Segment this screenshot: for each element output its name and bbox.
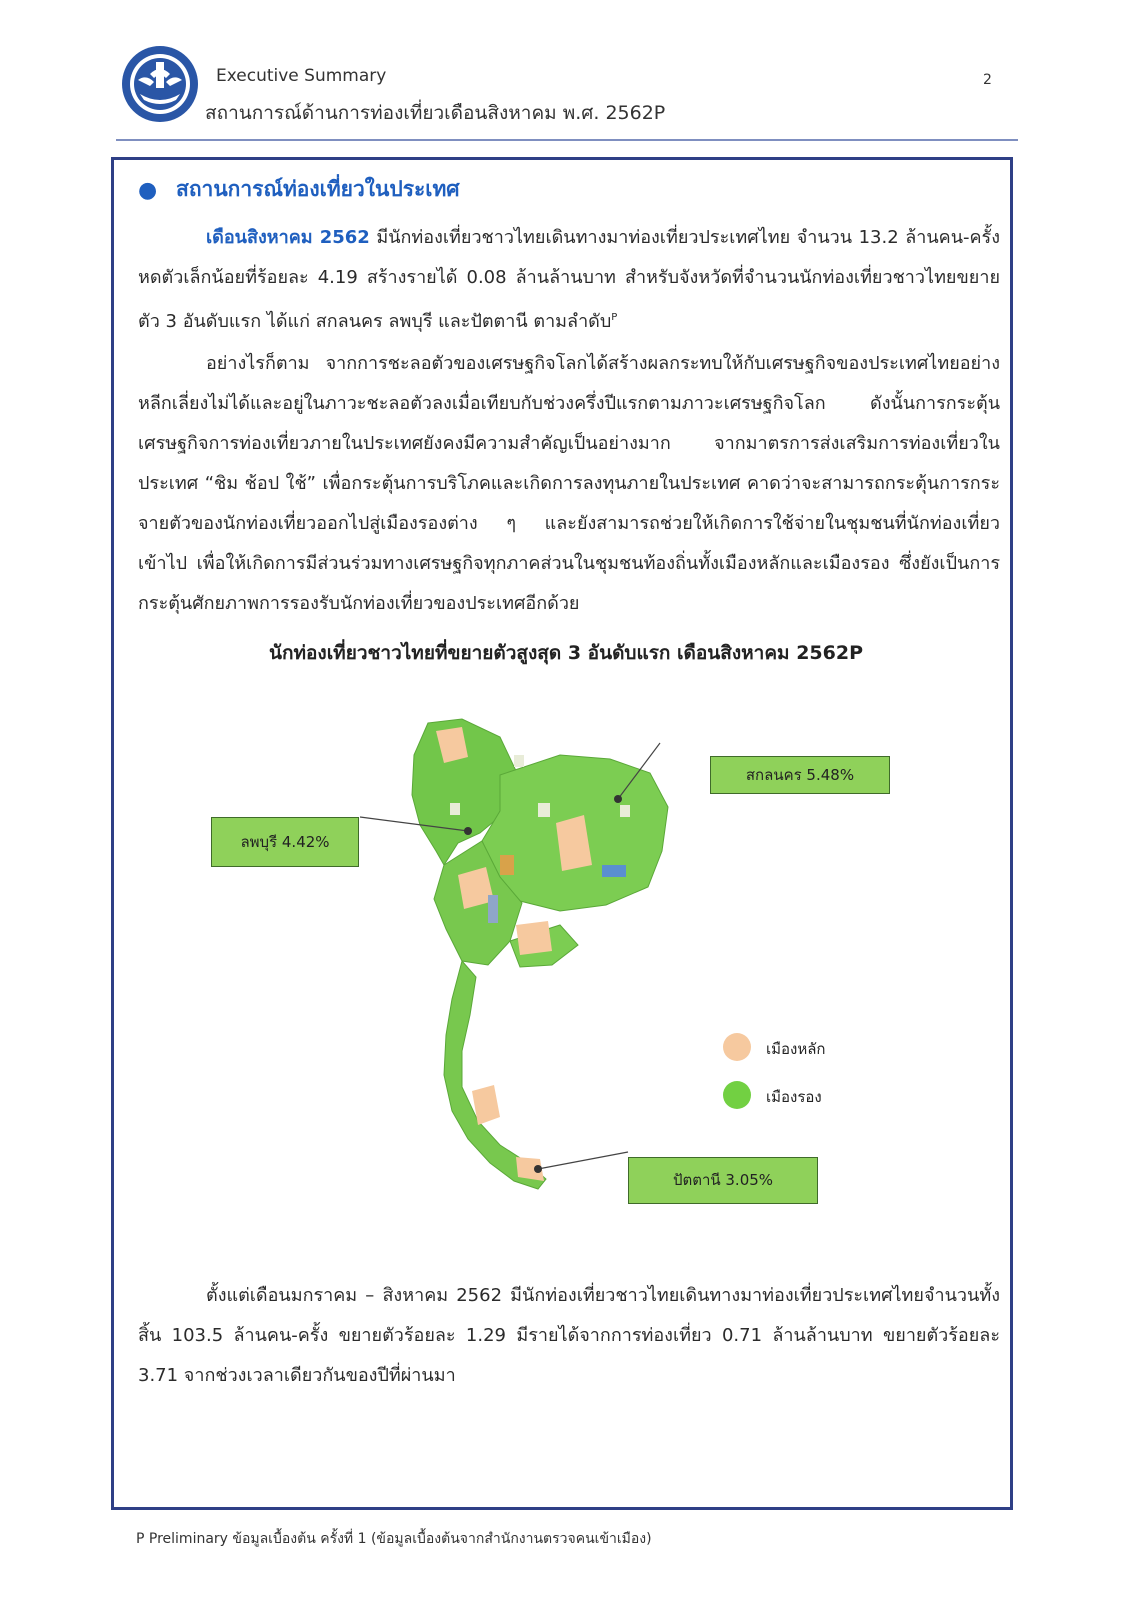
landmark-icon [620,805,630,817]
leader-line-pattani [538,1152,628,1169]
paragraph-3 [138,1276,1000,1396]
callout-sakon: สกลนคร 5.48% [710,756,890,794]
legend-secondary-city-dot [723,1081,751,1109]
paragraph-1-sup: P [611,312,618,323]
paragraph-1-text: มีนักท่องเที่ยวชาวไทยเดินทางมาท่องเที่ยวประเทศไทย จำนวน 13.2 ล้านคน-ครั้ง หดตัวเล็กน้อยที่ร้อยละ 4.19 สร้างรายได้ 0.08 ล้านล้านบาท สำหรับจังหวัดที่จำนวนนักท่องเที่ยวชาวไทยขยายตัว 3 อันดับแรก ได้แก่ สกลนคร ลพบุรี และปัตตานี ตามลำดับ [138,227,1001,332]
legend-main-city-dot [723,1033,751,1061]
landmark-icon [602,865,626,877]
marker-lopburi [464,827,472,835]
section-heading: สถานการณ์ท่องเที่ยวในประเทศ [176,177,460,201]
paragraph-1 [138,218,1000,342]
landmark-icon [538,803,550,817]
landmark-icon [514,755,524,767]
paragraph-3-text: ตั้งแต่เดือนมกราคม – สิงหาคม 2562 มีนักท่องเที่ยวชาวไทยเดินทางมาท่องเที่ยวประเทศไทยจำนวนทั้งสิ้น 103.5 ล้านคน-ครั้ง ขยายตัวร้อยละ 1.29 มีรายได้จากการท่องเที่ยว 0.71 ล้านล้านบาท ขยายตัวร้อยละ 3.71 จากช่วงเวลาเดียวกันของปีที่ผ่านมา [138,1285,1000,1386]
header-subtitle: Executive Summary [216,66,387,86]
paragraph-2-text: อย่างไรก็ตาม จากการชะลอตัวของเศรษฐกิจโลกได้สร้างผลกระทบให้กับเศรษฐกิจของประเทศไทยอย่างหลีกเลี่ยงไม่ได้และอยู่ในภาวะชะลอตัวลงเมื่อเทียบกับช่วงครึ่งปีแรกตามภาวะเศรษฐกิจโลก ดังนั้นการกระตุ้นเศรษฐกิจการท่องเที่ยวภายในประเทศยังคงมีความสำคัญเป็นอย่างมาก จากมาตรการส่งเสริมการท่องเที่ยวในประเทศ “ชิม ช้อป ใช้” เพื่อกระตุ้นการบริโภคและเกิดการลงทุนภายในประเทศ คาดว่าจะสามารถกระตุ้นการกระจายตัวของนักท่องเที่ยวออกไปสู่เมืองรองต่าง ๆ และยังสามารถช่วยให้เกิดการใช้จ่ายในชุมชนที่นักท่องเที่ยวเข้าไป เพื่อให้เกิดการมีส่วนร่วมทางเศรษฐกิจทุกภาคส่วนในชุมชนท้องถิ่นทั้งเมืองหลักและเมืองรอง ซึ่งยังเป็นการกระตุ้นศักยภาพการรองรับนักท่องเที่ยวของประเทศอีกด้วย [138,353,1000,614]
paragraph-1-highlight: เดือนสิงหาคม 2562 [206,227,370,248]
paragraph-2 [138,344,1000,624]
map-main-city [516,921,552,955]
map-title: นักท่องเที่ยวชาวไทยที่ขยายตัวสูงสุด 3 อันดับแรก เดือนสิงหาคม 2562P [268,642,863,664]
bullet-icon: ● [138,178,158,203]
header-title: สถานการณ์ด้านการท่องเที่ยวเดือนสิงหาคม พ.ศ. 2562P [205,102,666,124]
callout-pattani: ปัตตานี 3.05% [628,1157,818,1204]
landmark-icon [450,803,460,815]
callout-lopburi: ลพบุรี 4.42% [211,817,359,867]
map-south-region [444,961,546,1189]
landmark-icon [500,855,514,875]
legend-main-city-label: เมืองหลัก [766,1040,826,1058]
footnote: P Preliminary ข้อมูลเบื้องต้น ครั้งที่ 1 (ข้อมูลเบื้องต้นจากสำนักงานตรวจคนเข้าเมือง) [136,1531,652,1547]
landmark-icon [488,895,498,923]
page-number: 2 [983,72,992,88]
tat-logo [120,44,200,124]
header-divider [116,139,1018,141]
marker-pattani [534,1165,542,1173]
marker-sakon [614,795,622,803]
legend-secondary-city-label: เมืองรอง [766,1088,822,1106]
